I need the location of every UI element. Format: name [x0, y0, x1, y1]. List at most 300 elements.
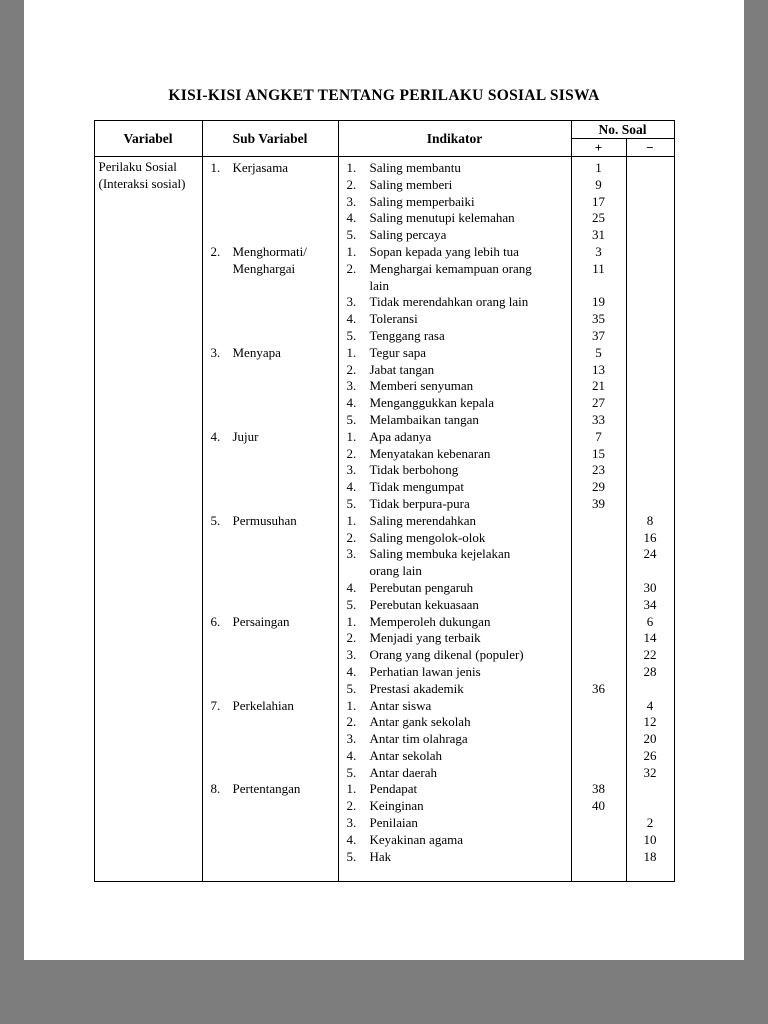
indikator-line — [339, 395, 571, 412]
sub-variabel-line — [203, 748, 338, 765]
sub-variabel-line — [203, 614, 338, 631]
indikator-label: Tidak berbohong — [369, 462, 459, 478]
minus-soal-number — [627, 311, 674, 328]
indikator-number — [347, 563, 370, 580]
sub-variabel-number: 3. — [210, 344, 221, 360]
header-no-soal: No. Soal — [572, 121, 674, 139]
minus-soal-number: 18 — [643, 848, 657, 864]
indikator-label: Saling membantu — [369, 160, 461, 175]
header-minus-sign: − — [646, 139, 654, 155]
minus-soal-number — [627, 362, 674, 379]
sub-variabel-number: 6. — [210, 613, 221, 629]
sub-variabel-number: 8. — [210, 781, 221, 797]
indikator-number: 2. — [346, 714, 357, 730]
indikator-number: 3. — [346, 731, 357, 747]
col-plus-numbers — [572, 157, 627, 881]
plus-soal-number: 19 — [592, 294, 605, 310]
plus-soal-number: 15 — [592, 445, 605, 461]
indikator-label: Antar daerah — [369, 764, 437, 780]
indikator-label: Melambaikan tangan — [369, 411, 479, 427]
indikator-line — [339, 832, 571, 849]
sub-variabel-line — [203, 496, 338, 513]
sub-variabel-number — [211, 294, 233, 311]
sub-variabel-number — [211, 530, 233, 547]
sub-variabel-line — [203, 530, 338, 547]
plus-soal-number: 37 — [592, 327, 605, 343]
indikator-line — [339, 412, 571, 429]
sub-variabel-line — [203, 429, 338, 446]
indikator-label: Menganggukkan kepala — [369, 395, 495, 411]
minus-soal-number: 22 — [643, 647, 657, 663]
indikator-line — [339, 311, 571, 328]
sub-variabel-line — [203, 647, 338, 664]
sub-variabel-line — [203, 798, 338, 815]
minus-soal-number — [627, 278, 674, 295]
indikator-label: Antar sekolah — [369, 747, 443, 763]
plus-soal-number — [572, 630, 626, 647]
sub-variabel-label: Perkelahian — [232, 697, 294, 713]
indikator-line — [339, 362, 571, 379]
sub-variabel-line — [203, 630, 338, 647]
indikator-number — [347, 278, 370, 295]
minus-soal-number: 16 — [643, 529, 657, 545]
minus-soal-number — [627, 429, 674, 446]
indikator-number: 4. — [346, 579, 357, 595]
indikator-number: 1. — [346, 613, 357, 629]
minus-soal-number — [627, 227, 674, 244]
sub-variabel-line — [203, 815, 338, 832]
col-variabel — [95, 157, 203, 881]
indikator-line — [339, 714, 571, 731]
indikator-line — [339, 614, 571, 631]
minus-soal-number: 10 — [643, 831, 657, 847]
indikator-number: 3. — [346, 462, 357, 478]
indikator-line — [339, 378, 571, 395]
indikator-number: 1. — [346, 697, 357, 713]
sub-variabel-number — [211, 496, 233, 513]
sub-variabel-number — [211, 681, 233, 698]
sub-variabel-number: 5. — [210, 512, 221, 528]
indikator-line — [339, 664, 571, 681]
sub-variabel-line — [203, 210, 338, 227]
sub-variabel-label: Menghormati/ — [232, 243, 307, 259]
indikator-label: Hak — [369, 848, 392, 864]
indikator-number: 4. — [346, 395, 357, 411]
indikator-line — [339, 194, 571, 211]
plus-soal-number — [572, 530, 626, 547]
sub-variabel-number — [211, 563, 233, 580]
indikator-number: 5. — [346, 848, 357, 864]
sub-variabel-line — [203, 462, 338, 479]
indikator-label: Menghargai kemampuan orang — [369, 260, 532, 276]
indikator-number: 3. — [346, 647, 357, 663]
sub-variabel-number — [211, 177, 233, 194]
sub-variabel-number — [211, 446, 233, 463]
indikator-label: Saling merendahkan — [369, 512, 476, 528]
indikator-line — [339, 798, 571, 815]
indikator-line — [339, 177, 571, 194]
indikator-label: Toleransi — [369, 311, 418, 327]
plus-soal-number: 31 — [592, 227, 605, 243]
sub-variabel-number — [211, 832, 233, 849]
plus-soal-number — [572, 597, 626, 614]
indikator-number: 2. — [346, 260, 357, 276]
indikator-line — [339, 429, 571, 446]
plus-soal-number: 39 — [592, 495, 605, 511]
sub-variabel-line — [203, 395, 338, 412]
indikator-line — [339, 278, 571, 295]
indikator-number: 2. — [346, 176, 357, 192]
indikator-number: 4. — [346, 747, 357, 763]
indikator-label: Memperoleh dukungan — [369, 613, 491, 629]
minus-soal-number — [627, 496, 674, 513]
indikator-number: 2. — [346, 630, 357, 646]
indikator-line — [339, 479, 571, 496]
indikator-number: 1. — [346, 243, 357, 259]
document-title: KISI-KISI ANGKET TENTANG PERILAKU SOSIAL SISWA — [168, 87, 600, 104]
indikator-number: 5. — [346, 327, 357, 343]
sub-variabel-line — [203, 177, 338, 194]
sub-variabel-line — [203, 261, 338, 278]
indikator-number: 4. — [346, 831, 357, 847]
sub-variabel-line — [203, 479, 338, 496]
minus-soal-number: 20 — [643, 731, 657, 747]
sub-variabel-number — [211, 849, 233, 866]
sub-variabel-number — [211, 311, 233, 328]
col-indikator — [339, 157, 572, 881]
minus-soal-number — [627, 563, 674, 580]
indikator-label: Memberi senyuman — [369, 378, 474, 394]
indikator-label: Saling percaya — [369, 227, 447, 243]
sub-variabel-line — [203, 446, 338, 463]
header-signs-row — [572, 139, 674, 156]
col-minus-numbers — [627, 157, 674, 881]
plus-soal-number — [572, 698, 626, 715]
indikator-label: Keyakinan agama — [369, 831, 463, 847]
sub-variabel-number — [211, 261, 233, 278]
indikator-line — [339, 446, 571, 463]
sub-variabel-label: Jujur — [232, 428, 259, 444]
sub-variabel-line — [203, 194, 338, 211]
plus-soal-number: 33 — [592, 411, 605, 427]
indikator-line — [339, 328, 571, 345]
minus-soal-number: 34 — [643, 596, 657, 612]
sub-variabel-number — [211, 664, 233, 681]
minus-soal-number — [627, 345, 674, 362]
indikator-line — [339, 244, 571, 261]
plus-soal-number: 25 — [592, 210, 605, 226]
indikator-label: Menyatakan kebenaran — [369, 445, 491, 461]
indikator-number: 3. — [346, 546, 357, 562]
sub-variabel-number: 7. — [210, 697, 221, 713]
sub-variabel-line — [203, 328, 338, 345]
indikator-number: 5. — [346, 411, 357, 427]
minus-soal-number — [627, 798, 674, 815]
minus-soal-number: 2 — [646, 815, 654, 831]
plus-soal-number — [572, 731, 626, 748]
header-plus-sign: + — [572, 139, 627, 156]
sub-variabel-number: 2. — [210, 243, 221, 259]
plus-soal-number: 11 — [592, 260, 605, 276]
indikator-label: Saling memberi — [369, 176, 453, 192]
minus-soal-number — [627, 160, 674, 177]
indikator-label: Tidak merendahkan orang lain — [369, 294, 529, 310]
sub-variabel-number — [211, 328, 233, 345]
indikator-number: 4. — [346, 479, 357, 495]
sub-variabel-number — [211, 462, 233, 479]
sub-variabel-line — [203, 345, 338, 362]
indikator-line — [339, 630, 571, 647]
indikator-number: 2. — [346, 798, 357, 814]
indikator-number: 5. — [346, 764, 357, 780]
sub-variabel-line — [203, 378, 338, 395]
sub-variabel-number — [211, 227, 233, 244]
header-variabel: Variabel — [95, 121, 203, 156]
indikator-line — [339, 815, 571, 832]
sub-variabel-label: Pertentangan — [232, 781, 301, 797]
indikator-line — [339, 731, 571, 748]
plus-soal-number — [572, 714, 626, 731]
minus-soal-number: 12 — [643, 714, 657, 730]
sub-variabel-number: 1. — [210, 160, 221, 175]
indikator-number: 5. — [346, 227, 357, 243]
indikator-number: 5. — [346, 495, 357, 511]
indikator-label: Prestasi akademik — [369, 680, 464, 696]
minus-soal-number: 28 — [643, 663, 657, 679]
sub-variabel-number — [211, 546, 233, 563]
sub-variabel-line — [203, 731, 338, 748]
sub-variabel-line — [203, 681, 338, 698]
indikator-number: 1. — [346, 512, 357, 528]
minus-soal-number — [627, 210, 674, 227]
plus-soal-number — [572, 513, 626, 530]
indikator-label: Penilaian — [369, 815, 418, 831]
sub-variabel-number — [211, 731, 233, 748]
sub-variabel-line — [203, 832, 338, 849]
indikator-line — [339, 647, 571, 664]
sub-variabel-number — [211, 748, 233, 765]
plus-soal-number — [572, 614, 626, 631]
sub-variabel-line — [203, 362, 338, 379]
plus-soal-number — [572, 765, 626, 782]
indikator-line — [339, 345, 571, 362]
plus-soal-number — [572, 278, 626, 295]
minus-soal-number — [627, 395, 674, 412]
plus-soal-number: 13 — [592, 361, 605, 377]
plus-soal-number — [572, 580, 626, 597]
plus-soal-number — [572, 664, 626, 681]
sub-variabel-line — [203, 311, 338, 328]
indikator-line — [339, 781, 571, 798]
indikator-label: orang lain — [369, 563, 422, 579]
sub-variabel-line — [203, 849, 338, 866]
sub-variabel-label: Menyapa — [232, 344, 281, 360]
plus-soal-number: 23 — [592, 462, 605, 478]
indikator-line — [339, 496, 571, 513]
plus-soal-number — [572, 546, 626, 563]
minus-soal-number: 30 — [643, 579, 657, 595]
sub-variabel-number — [211, 765, 233, 782]
indikator-label: Tenggang rasa — [369, 327, 445, 343]
indikator-line — [339, 227, 571, 244]
variabel-text: Perilaku Sosial (Interaksi sosial) — [98, 159, 186, 191]
indikator-label: Perebutan pengaruh — [369, 579, 474, 595]
minus-soal-number — [627, 244, 674, 261]
minus-soal-number — [627, 328, 674, 345]
sub-variabel-line — [203, 714, 338, 731]
minus-soal-number — [627, 378, 674, 395]
sub-variabel-line — [203, 563, 338, 580]
document-page — [24, 0, 744, 960]
indikator-number: 1. — [346, 428, 357, 444]
indikator-label: Tidak mengumpat — [369, 479, 464, 495]
indikator-line — [339, 765, 571, 782]
indikator-number: 4. — [346, 663, 357, 679]
header-sub-variabel: Sub Variabel — [203, 121, 339, 156]
sub-variabel-label: Menghargai — [232, 260, 296, 276]
minus-soal-number — [627, 446, 674, 463]
plus-soal-number — [572, 647, 626, 664]
minus-soal-number — [627, 194, 674, 211]
indikator-number: 3. — [346, 294, 357, 310]
minus-soal-number — [627, 294, 674, 311]
indikator-label: lain — [369, 277, 389, 293]
indikator-line — [339, 513, 571, 530]
sub-variabel-line — [203, 765, 338, 782]
indikator-label: Sopan kepada yang lebih tua — [369, 243, 519, 259]
plus-soal-number: 21 — [592, 378, 605, 394]
sub-variabel-number — [211, 378, 233, 395]
plus-soal-number: 40 — [592, 798, 605, 814]
indikator-number: 3. — [346, 193, 357, 209]
sub-variabel-line — [203, 412, 338, 429]
sub-variabel-line — [203, 278, 338, 295]
sub-variabel-line — [203, 546, 338, 563]
indikator-number: 3. — [346, 815, 357, 831]
sub-variabel-number — [211, 362, 233, 379]
plus-soal-number: 17 — [592, 193, 605, 209]
indikator-label: Perhatian lawan jenis — [369, 663, 481, 679]
col-sub-variabel — [203, 157, 339, 881]
indikator-number: 1. — [346, 344, 357, 360]
minus-soal-number: 6 — [646, 613, 654, 629]
indikator-label: Saling menutupi kelemahan — [369, 210, 515, 226]
sub-variabel-label: Persaingan — [232, 613, 290, 629]
indikator-number: 1. — [346, 781, 357, 797]
minus-soal-number — [627, 681, 674, 698]
sub-variabel-number — [211, 597, 233, 614]
minus-soal-number: 24 — [643, 546, 657, 562]
indikator-label: Saling membuka kejelakan — [369, 546, 511, 562]
minus-soal-number — [627, 462, 674, 479]
plus-soal-number: 1 — [595, 160, 602, 175]
plus-soal-number: 29 — [592, 479, 605, 495]
indikator-label: Pendapat — [369, 781, 418, 797]
sub-variabel-label: Permusuhan — [232, 512, 297, 528]
sub-variabel-line — [203, 160, 338, 177]
minus-soal-number — [627, 479, 674, 496]
sub-variabel-number — [211, 194, 233, 211]
sub-variabel-line — [203, 244, 338, 261]
minus-soal-number: 8 — [646, 512, 654, 528]
indikator-line — [339, 210, 571, 227]
sub-variabel-line — [203, 698, 338, 715]
minus-soal-number: 32 — [643, 764, 657, 780]
minus-soal-number — [627, 412, 674, 429]
header-no-soal-group — [572, 121, 674, 156]
indikator-line — [339, 849, 571, 866]
sub-variabel-number — [211, 412, 233, 429]
sub-variabel-number — [211, 479, 233, 496]
plus-soal-number: 38 — [592, 781, 605, 797]
indikator-line — [339, 698, 571, 715]
indikator-number: 4. — [346, 311, 357, 327]
indikator-number: 2. — [346, 445, 357, 461]
indikator-number: 2. — [346, 529, 357, 545]
sub-variabel-number — [211, 278, 233, 295]
sub-variabel-number — [211, 714, 233, 731]
indikator-number: 2. — [346, 361, 357, 377]
sub-variabel-line — [203, 664, 338, 681]
indikator-line — [339, 261, 571, 278]
indikator-number: 5. — [346, 596, 357, 612]
table-body — [95, 157, 674, 881]
indikator-line — [339, 748, 571, 765]
indikator-label: Antar gank sekolah — [369, 714, 471, 730]
indikator-number: 5. — [346, 680, 357, 696]
indikator-label: Jabat tangan — [369, 361, 435, 377]
kisi-kisi-table — [94, 120, 675, 882]
indikator-label: Antar tim olahraga — [369, 731, 468, 747]
sub-variabel-line — [203, 294, 338, 311]
sub-variabel-number — [211, 395, 233, 412]
indikator-line — [339, 160, 571, 177]
plus-soal-number — [572, 832, 626, 849]
plus-soal-number: 3 — [595, 243, 602, 259]
indikator-line — [339, 563, 571, 580]
indikator-line — [339, 462, 571, 479]
sub-variabel-line — [203, 513, 338, 530]
plus-soal-number: 36 — [592, 680, 605, 696]
plus-soal-number — [572, 563, 626, 580]
sub-variabel-label: Kerjasama — [232, 160, 289, 175]
indikator-label: Menjadi yang terbaik — [369, 630, 481, 646]
table-header-row — [95, 121, 674, 157]
indikator-label: Orang yang dikenal (populer) — [369, 647, 524, 663]
sub-variabel-number — [211, 630, 233, 647]
plus-soal-number: 7 — [595, 428, 602, 444]
sub-variabel-number — [211, 210, 233, 227]
plus-soal-number — [572, 849, 626, 866]
minus-soal-number — [627, 177, 674, 194]
sub-variabel-line — [203, 597, 338, 614]
minus-soal-number — [627, 781, 674, 798]
sub-variabel-line — [203, 781, 338, 798]
indikator-line — [339, 294, 571, 311]
indikator-line — [339, 597, 571, 614]
indikator-line — [339, 530, 571, 547]
indikator-label: Tidak berpura-pura — [369, 495, 470, 511]
sub-variabel-number — [211, 647, 233, 664]
minus-soal-number: 26 — [643, 747, 657, 763]
minus-soal-number: 4 — [646, 697, 654, 713]
sub-variabel-number — [211, 798, 233, 815]
indikator-label: Saling memperbaiki — [369, 193, 475, 209]
minus-soal-number — [627, 261, 674, 278]
minus-soal-number: 14 — [643, 630, 657, 646]
plus-soal-number: 35 — [592, 311, 605, 327]
plus-soal-number — [572, 815, 626, 832]
